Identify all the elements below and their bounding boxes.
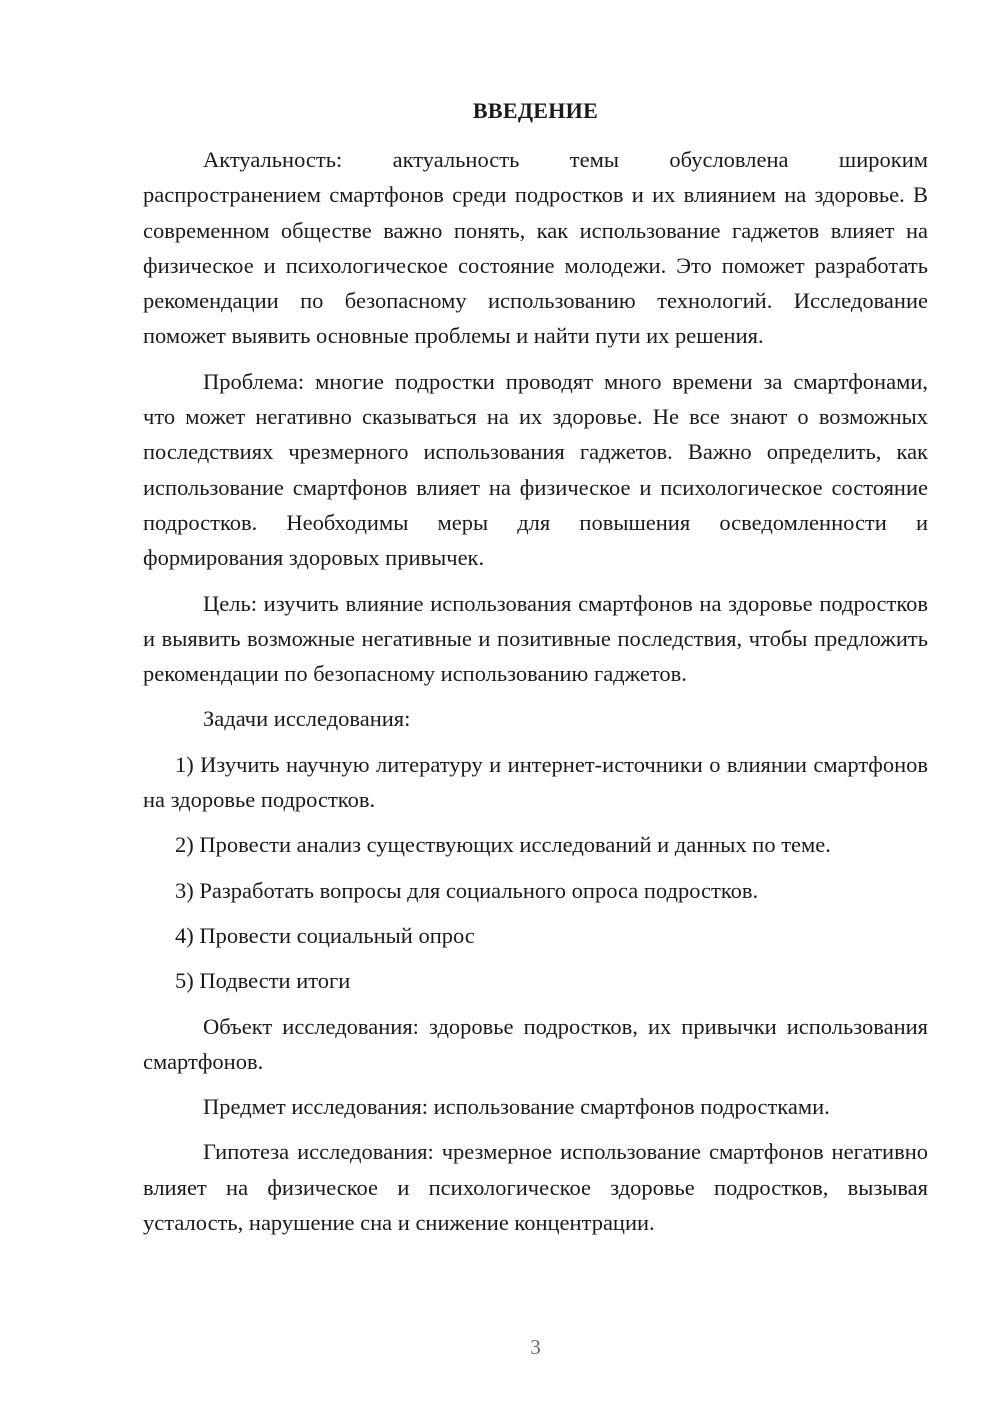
paragraph-problem: Проблема: многие подростки проводят много времени за смартфонами, что может негативно сказываться на их здоровье. Не все знают о возможных последствиях чрезмерного использования гаджетов. Важно определить, как использование смартфонов влияет на физическое и психологическое состояние подростков. Необходимы меры для повышения осведомленности и формирования здоровых привычек. xyxy=(143,368,928,571)
list-item-task-2: 2) Провести анализ существующих исследований и данных по теме. xyxy=(175,832,831,858)
document-body xyxy=(143,142,928,1240)
page-title: ВВЕДЕНИЕ xyxy=(472,98,599,123)
page-number: 3 xyxy=(530,1335,541,1359)
paragraph-tasks-title: Задачи исследования: xyxy=(203,706,411,732)
document-page xyxy=(143,0,928,1414)
list-item-task-3: 3) Разработать вопросы для социального опроса подростков. xyxy=(175,877,759,903)
paragraph-object: Объект исследования: здоровье подростков, их привычки использования смартфонов. xyxy=(143,1013,928,1074)
paragraph-subject: Предмет исследования: использование смартфонов подростками. xyxy=(203,1094,830,1120)
paragraph-relevance: Актуальность: актуальность темы обусловлена широким распространением смартфонов среди подростков и их влиянием на здоровье. В современном обществе важно понять, как использование гаджетов влияет на физическое и психологическое состояние молодежи. Это поможет разработать рекомендации по безопасному использованию технологий. Исследование поможет выявить основные проблемы и найти пути их решения. xyxy=(143,147,928,349)
paragraph-goal: Цель: изучить влияние использования смартфонов на здоровье подростков и выявить возможные негативные и позитивные последствия, чтобы предложить рекомендации по безопасному использованию гаджетов. xyxy=(143,590,928,687)
list-item-task-5: 5) Подвести итоги xyxy=(175,968,351,994)
paragraph-hypothesis: Гипотеза исследования: чрезмерное использование смартфонов негативно влияет на физическое и психологическое здоровье подростков, вызывая усталость, нарушение сна и снижение концентрации. xyxy=(143,1139,928,1236)
list-item-task-1: 1) Изучить научную литературу и интернет-источники о влиянии смартфонов на здоровье подростков. xyxy=(143,751,928,813)
list-item-task-4: 4) Провести социальный опрос xyxy=(175,922,475,948)
